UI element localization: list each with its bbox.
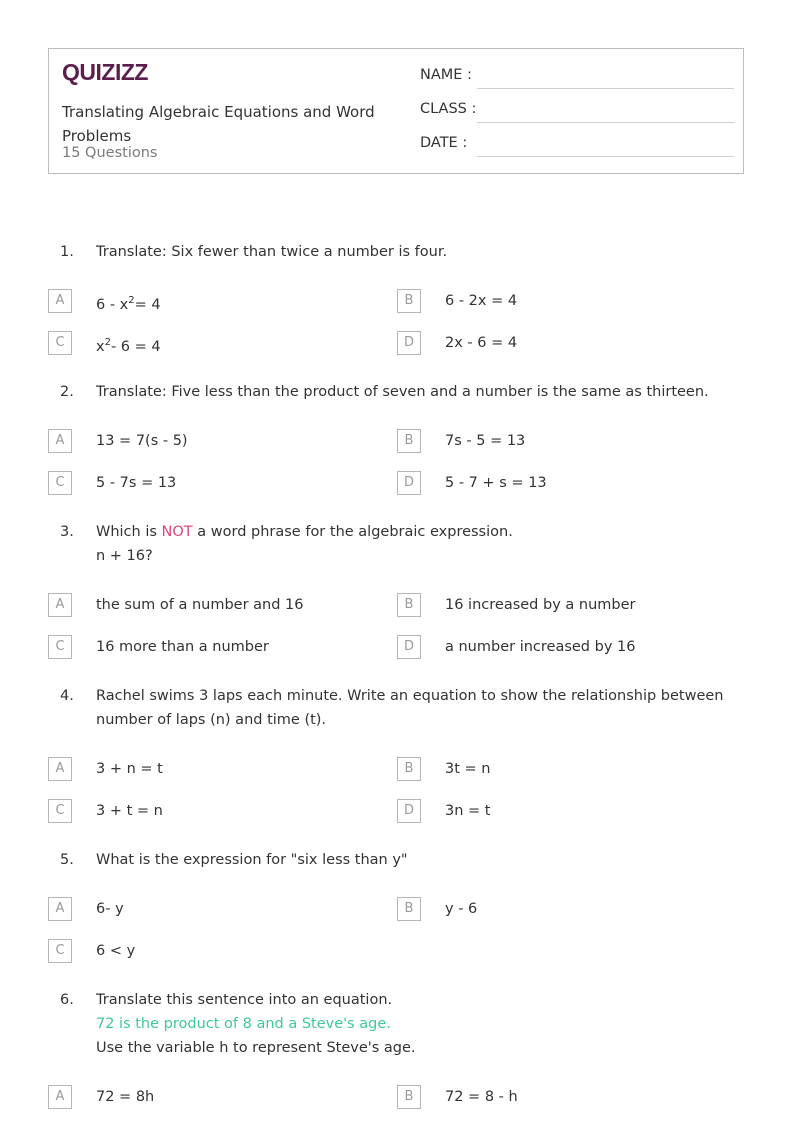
class-line — [477, 122, 734, 123]
answer-option-c[interactable] — [48, 799, 348, 823]
question-number: 5. — [60, 852, 74, 868]
option-after-text: = 4 — [134, 296, 161, 313]
answer-option-a[interactable] — [48, 289, 348, 313]
name-line — [477, 88, 734, 89]
question-number: 2. — [60, 384, 74, 400]
logo-text: QUIZIZZ — [62, 59, 148, 85]
question-segment: n + 16? — [96, 548, 153, 564]
question-segment: number of laps (n) and time (t). — [96, 712, 327, 728]
question-text — [96, 380, 746, 404]
question-text — [96, 848, 746, 872]
question-line — [96, 1036, 746, 1060]
question-segment: What is the expression for "six less than y" — [96, 852, 408, 868]
question-line — [96, 848, 746, 872]
question-segment: Use the variable h to represent Steve's age. — [96, 1040, 416, 1056]
worksheet-header — [48, 48, 744, 174]
question-line — [96, 988, 746, 1012]
option-letter-box: A — [48, 289, 72, 313]
option-letter-box: A — [48, 429, 72, 453]
option-letter-box: D — [397, 471, 421, 495]
answer-option-b[interactable] — [397, 757, 697, 781]
question-line — [96, 380, 746, 404]
name-label: NAME : — [420, 67, 472, 83]
option-letter-box: A — [48, 593, 72, 617]
option-text — [96, 635, 269, 659]
option-letter-box: A — [48, 897, 72, 921]
option-text — [445, 1085, 518, 1109]
answer-option-d[interactable] — [397, 635, 697, 659]
answer-option-c[interactable] — [48, 331, 348, 355]
option-main-text: 3 + n = t — [96, 761, 163, 777]
option-letter-box: B — [397, 897, 421, 921]
answer-option-b[interactable] — [397, 429, 697, 453]
option-text — [96, 289, 161, 317]
option-letter-box: B — [397, 757, 421, 781]
option-main-text: 6 - x — [96, 296, 129, 313]
option-main-text: 72 = 8h — [96, 1089, 155, 1105]
option-letter-box: C — [48, 799, 72, 823]
option-text — [445, 635, 635, 659]
option-letter-box: D — [397, 635, 421, 659]
question-line — [96, 544, 746, 568]
option-main-text: 16 more than a number — [96, 639, 269, 655]
highlight-text: 72 is the product of 8 and a Steve's age. — [96, 1016, 391, 1032]
option-letter-box: C — [48, 939, 72, 963]
option-letter-box: B — [397, 289, 421, 313]
option-text — [96, 897, 124, 921]
option-main-text: the sum of a number and 16 — [96, 597, 304, 613]
quizizz-logo — [62, 59, 158, 89]
date-line — [477, 156, 734, 157]
answer-option-c[interactable] — [48, 471, 348, 495]
option-text — [445, 593, 635, 617]
option-main-text: 2x - 6 = 4 — [445, 335, 518, 351]
option-main-text: 6 - 2x = 4 — [445, 293, 518, 309]
answer-option-a[interactable] — [48, 429, 348, 453]
question-segment: Which is — [96, 524, 162, 540]
answer-option-d[interactable] — [397, 331, 697, 355]
option-letter-box: A — [48, 1085, 72, 1109]
option-main-text: y - 6 — [445, 901, 478, 917]
name-field[interactable] — [420, 67, 734, 91]
emphasis-text: NOT — [161, 524, 193, 540]
question-text — [96, 520, 746, 568]
answer-option-b[interactable] — [397, 289, 697, 313]
quizizz-logo-icon — [62, 59, 158, 85]
option-main-text: 7s - 5 = 13 — [445, 433, 526, 449]
option-main-text: 5 - 7s = 13 — [96, 475, 177, 491]
option-superscript: 2 — [128, 295, 135, 306]
answer-option-a[interactable] — [48, 897, 348, 921]
option-text — [445, 799, 490, 823]
option-letter-box: C — [48, 331, 72, 355]
option-superscript: 2 — [104, 337, 111, 348]
question-segment: Translate this sentence into an equation. — [96, 992, 393, 1008]
option-text — [96, 799, 163, 823]
question-segment: Translate: Five less than the product of seven and a number is the same as thirteen. — [96, 384, 709, 400]
question-segment: a word phrase for the algebraic expression. — [192, 524, 513, 540]
option-text — [445, 471, 547, 495]
question-line — [96, 708, 746, 732]
option-letter-box: D — [397, 331, 421, 355]
question-text — [96, 988, 746, 1060]
answer-option-d[interactable] — [397, 799, 697, 823]
question-line — [96, 520, 746, 544]
question-text — [96, 240, 746, 264]
option-main-text: 3 + t = n — [96, 803, 163, 819]
option-main-text: x — [96, 338, 105, 355]
question-number: 4. — [60, 688, 74, 704]
worksheet-title: Translating Algebraic Equations and Word Problems — [62, 103, 375, 145]
option-text — [96, 939, 135, 963]
question-count: 15 Questions — [62, 145, 158, 161]
question-number: 1. — [60, 244, 74, 260]
answer-option-c[interactable] — [48, 939, 348, 963]
class-label: CLASS : — [420, 101, 477, 117]
option-text — [445, 897, 477, 921]
option-text — [445, 331, 517, 355]
option-text — [96, 1085, 154, 1109]
date-field[interactable] — [420, 135, 734, 159]
option-letter-box: D — [397, 799, 421, 823]
question-number: 6. — [60, 992, 74, 1008]
class-field[interactable] — [420, 101, 734, 125]
answer-option-a[interactable] — [48, 757, 348, 781]
option-main-text: 3n = t — [445, 803, 491, 819]
question-segment: Rachel swims 3 laps each minute. Write an equation to show the relationship between — [96, 688, 724, 704]
answer-option-a[interactable] — [48, 1085, 348, 1109]
question-line — [96, 1012, 746, 1036]
option-letter-box: B — [397, 429, 421, 453]
option-text — [96, 471, 176, 495]
answer-option-b[interactable] — [397, 897, 697, 921]
answer-option-a[interactable] — [48, 593, 348, 617]
answer-option-b[interactable] — [397, 593, 697, 617]
question-segment: Translate: Six fewer than twice a number is four. — [96, 244, 448, 260]
option-text — [96, 757, 163, 781]
option-text — [96, 429, 188, 453]
option-text — [96, 593, 304, 617]
option-text — [445, 289, 517, 313]
option-main-text: 5 - 7 + s = 13 — [445, 475, 547, 491]
option-text — [445, 757, 490, 781]
option-main-text: a number increased by 16 — [445, 639, 636, 655]
option-letter-box: B — [397, 593, 421, 617]
answer-option-c[interactable] — [48, 635, 348, 659]
option-text — [96, 331, 161, 359]
option-main-text: 13 = 7(s - 5) — [96, 433, 188, 449]
question-line — [96, 240, 746, 264]
option-main-text: 6 < y — [96, 943, 136, 959]
option-letter-box: C — [48, 471, 72, 495]
option-after-text: - 6 = 4 — [110, 338, 161, 355]
option-letter-box: A — [48, 757, 72, 781]
question-line — [96, 684, 746, 708]
question-text — [96, 684, 746, 732]
option-letter-box: B — [397, 1085, 421, 1109]
option-text — [445, 429, 525, 453]
question-number: 3. — [60, 524, 74, 540]
answer-option-d[interactable] — [397, 471, 697, 495]
answer-option-b[interactable] — [397, 1085, 697, 1109]
date-label: DATE : — [420, 135, 468, 151]
option-main-text: 6- y — [96, 901, 124, 917]
option-letter-box: C — [48, 635, 72, 659]
option-main-text: 16 increased by a number — [445, 597, 636, 613]
option-main-text: 3t = n — [445, 761, 491, 777]
option-main-text: 72 = 8 - h — [445, 1089, 518, 1105]
